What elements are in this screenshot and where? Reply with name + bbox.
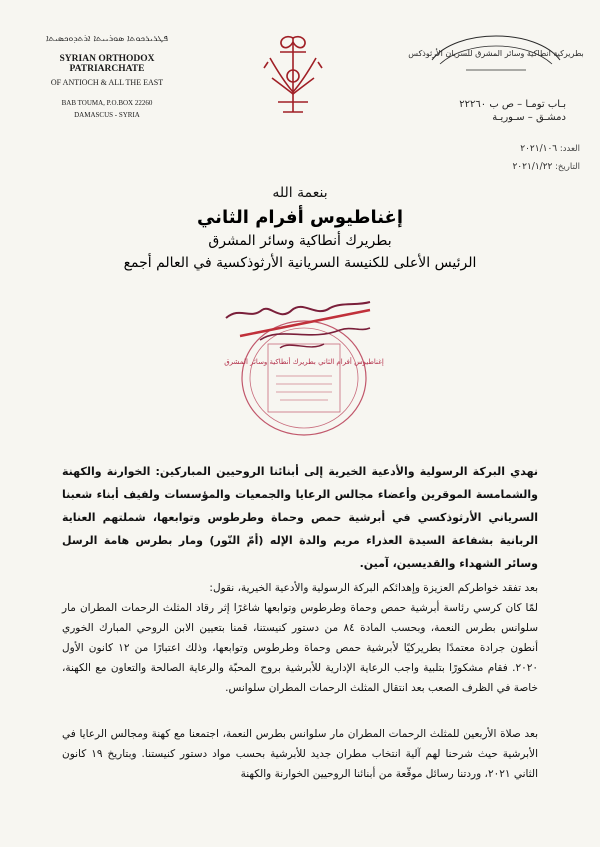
- title-block: [0, 180, 600, 274]
- appointment-text: لمّا كان كرسي رئاسة أبرشية حمص وحماة وطرطوس وتوابعها شاغرًا إثر رقاد المثلث الرحمات المطران مار سلوانس بطرس النعمة، وبحسب المادة ٨٤ من دستور كنيستنا، قمنا بتعيين الابن الروحي المبارك الخوري أنطون جرادة معتمدًا بطريركيًا لأبرشية حمص وحماة وطرطوس وتوابعها، وذلك اعتبارًا من ١٢ كانون الأول ٢٠٢٠. فقام مشكورًا بتلبية واجب الرعاية الإدارية للأبرشية بروح المحبّة والرعاية الصالحة والتعاون مع الكهنة، خاصة في الظرف الصعب بعد انتقال المثلث الرحمات المطران سلوانس.: [62, 602, 539, 694]
- address-line-1: BAB TOUMA, P.O.BOX 22260: [61, 99, 153, 107]
- date-label: التاريخ:: [555, 162, 580, 172]
- patriarchate-subtitle: OF ANTIOCH & ALL THE EAST: [50, 78, 164, 87]
- number-value: ٢٠٢١/١٠٦: [520, 144, 558, 154]
- patriarch-name: إغناطيوس أفرام الثاني: [196, 207, 404, 228]
- letterhead-left: [22, 34, 192, 121]
- seal-lettering: إغناطيوس أفرام الثاني بطريرك أنطاكية وسائر المشرق: [224, 358, 384, 366]
- opening-line: بعد تفقد خواطركم العزيزة وإهدائكم البركة الرسولية والأدعية الخيرية، نقول:: [209, 582, 538, 594]
- signature-icon: [220, 296, 380, 354]
- greeting-paragraph: نهدي البركة الرسولية والأدعية الخيرية إلى أبنائنا الروحيين المباركين: الخوارنة والكهنة والشمامسة الموقرين وأعضاء مجالس الرعايا والجمعيات والمؤسسات ولفيف أبناء شعبنا السرياني الأرثوذكسي في أبرشية حمص وحماة وطرطوس وتوابعها، شملتهم العناية الربانية بشفاعة السيدة العذراء مريم والدة الإله (أمّ النّور) ومار بطرس هامة الرسل وسائر الشهداء والقديسين، آمين.: [62, 465, 538, 570]
- letterhead-right: [408, 18, 584, 123]
- arabic-calligraphy-logo: [408, 18, 584, 78]
- reference-number: [470, 140, 580, 158]
- patriarchate-name: SYRIAN ORTHODOX PATRIARCHATE: [59, 54, 155, 74]
- crest-icon: [258, 32, 328, 122]
- body-paragraph-3: بعد صلاة الأربعين للمثلث الرحمات المطران مار سلوانس بطرس النعمة، اجتمعنا مع كهنة ومجالس الرعايا في الأبرشية حيث شرحنا لهم آلية انتخاب مطران جديد للأبرشية بحسب مواد دستور كنيستنا. وبتاريخ ١٩ كانون الثاني ٢٠٢١، وردتنا رسائل موقّعة من أبنائنا الروحيين الخوارنة والكهنة: [62, 728, 538, 780]
- blessing-line: بنعمة الله: [272, 185, 328, 201]
- address-line-2: DAMASCUS - SYRIA: [74, 111, 140, 119]
- logo-lettering: بطريركية انطاكية وسائر المشرق للسريان الأرثوذكس: [408, 49, 584, 58]
- body-paragraph-2: [62, 578, 538, 698]
- address-block: [22, 97, 192, 121]
- patriarch-title: الرئيس الأعلى للكنيسة السريانية الأرثوذكسية في العالم أجمع: [123, 255, 477, 271]
- date-value: ٢٠٢١/١/٢٢: [512, 162, 553, 172]
- reference-block: [470, 140, 580, 176]
- arabic-address-line-2: دمشـق – سـوريـة: [492, 112, 566, 123]
- arabic-address-line-1: بـاب تومـا – ص ب ٢٢٢٦٠: [459, 99, 566, 110]
- reference-date: [470, 158, 580, 176]
- syriac-heading: ܦܛܪܝܪܟܘܬܐ ܣܘܪܝܝܬܐ ܐܪܬܕܘܟܣܝܬܐ: [45, 34, 168, 44]
- arabic-address: [446, 98, 566, 124]
- number-label: العدد:: [559, 144, 580, 154]
- patriarch-role: بطريرك أنطاكية وسائر المشرق: [208, 233, 392, 249]
